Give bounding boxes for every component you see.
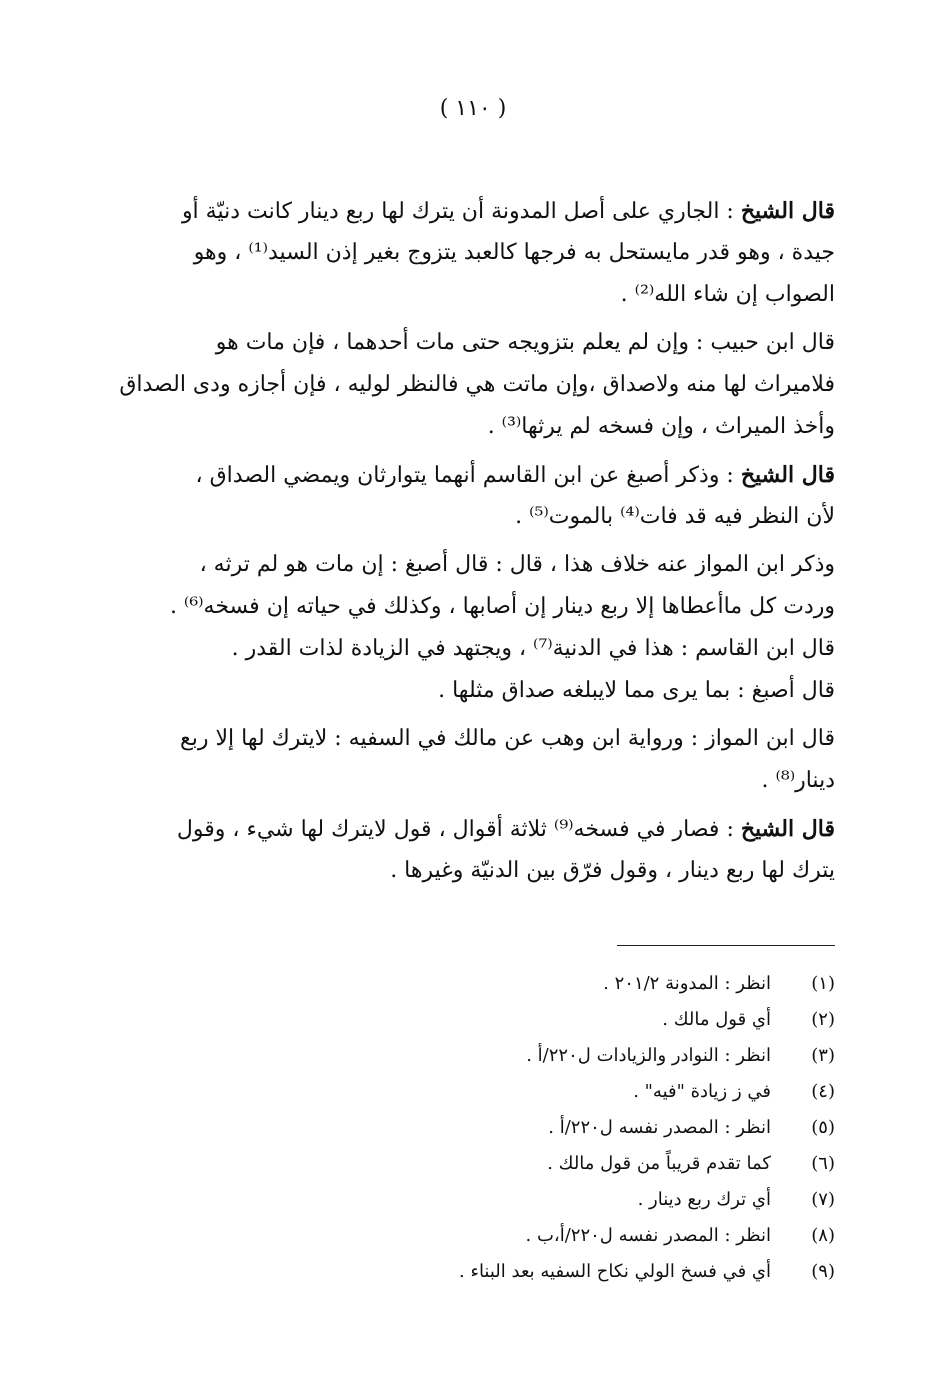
footnote-text: في ز زيادة "فيه" . [633, 1081, 771, 1102]
text-line [60, 628, 835, 670]
footnote-text: انظر : المصدر نفسه ل٢٢٠/أ . [548, 1117, 771, 1138]
footnote [440, 966, 835, 1002]
footnote [440, 1146, 835, 1182]
text-line [60, 232, 835, 274]
footnote-number: (٣) [811, 1045, 835, 1066]
text-line [60, 190, 835, 232]
footnote-number: (٨) [811, 1225, 835, 1246]
text-line [60, 364, 835, 406]
line-text: قال ابن المواز : ورواية ابن وهب عن مالك في السفيه : لايترك لها إلا ربع [180, 726, 835, 751]
footnote [440, 1002, 835, 1038]
text-line [60, 274, 835, 316]
text-line [60, 808, 835, 850]
footnote [440, 1110, 835, 1146]
footnote-number: (٧) [811, 1189, 835, 1210]
paragraph-lead: قال الشيخ [740, 462, 835, 488]
line-text: الصواب إن شاء الله⁽²⁾ . [620, 282, 835, 307]
line-text: يترك لها ربع دينار ، وقول فرّق بين الدنيّة وغيرها . [390, 858, 835, 883]
text-line [60, 496, 835, 538]
footnote-text: أي في فسخ الولي نكاح السفيه بعد البناء . [459, 1261, 771, 1282]
text-line [60, 850, 835, 892]
line-text: وذكر ابن المواز عنه خلاف هذا ، قال : قال أصبغ : إن مات هو لم ترثه ، [199, 552, 835, 577]
body-text [60, 190, 835, 892]
footnote-number: (٩) [811, 1261, 835, 1282]
footnote-number: (١) [811, 973, 835, 994]
footnotes [440, 966, 835, 1290]
footnote [440, 1254, 835, 1290]
line-text: قال أصبغ : بما يرى مما لايبلغه صداق مثلها . [438, 678, 835, 703]
paragraph-lead: قال الشيخ [740, 198, 835, 224]
footnote-text: انظر : المدونة ٢٠١/٢ . [603, 973, 771, 994]
footnote-divider [617, 945, 835, 946]
footnote-text: كما تقدم قريباً من قول مالك . [547, 1153, 771, 1174]
line-text: قال ابن القاسم : هذا في الدنية⁽⁷⁾ ، ويجتهد في الزيادة لذات القدر . [231, 636, 835, 661]
footnote-text: انظر : المصدر نفسه ل٢٢٠/أ،ب . [525, 1225, 771, 1246]
line-text: جيدة ، وهو قدر مايستحل به فرجها كالعبد يتزوج بغير إذن السيد⁽¹⁾ ، وهو [193, 240, 835, 265]
page-number: ( ١١٠ ) [439, 96, 507, 121]
footnote [440, 1038, 835, 1074]
footnote-number: (٢) [811, 1009, 835, 1030]
line-text: : وذكر أصبغ عن ابن القاسم أنهما يتوارثان ويمضي الصداق ، [195, 463, 741, 488]
footnote [440, 1074, 835, 1110]
text-line [60, 718, 835, 760]
line-text: دينار⁽⁸⁾ . [761, 768, 835, 793]
text-line [60, 586, 835, 628]
footnote-number: (٤) [811, 1081, 835, 1102]
line-text: قال ابن حبيب : وإن لم يعلم بتزويجه حتى مات أحدهما ، فإن مات هو [215, 330, 835, 355]
footnote-text: أي ترك ربع دينار . [637, 1189, 771, 1210]
footnote-text: أي قول مالك . [662, 1009, 771, 1030]
line-text: وأخذ الميراث ، وإن فسخه لم يرثها⁽³⁾ . [487, 414, 835, 439]
footnote [440, 1182, 835, 1218]
footnote-text: انظر : النوادر والزيادات ل٢٢٠/أ . [526, 1045, 771, 1066]
text-line [60, 670, 835, 712]
line-text: لأن النظر فيه قد فات⁽⁴⁾ بالموت⁽⁵⁾ . [515, 504, 835, 529]
text-line [60, 406, 835, 448]
footnote-number: (٦) [811, 1153, 835, 1174]
paragraph-lead: قال الشيخ [740, 816, 835, 842]
line-text: وردت كل ماأعطاها إلا ربع دينار إن أصابها ، وكذلك في حياته إن فسخه⁽⁶⁾ . [169, 594, 835, 619]
line-text: : فصار في فسخه⁽⁹⁾ ثلاثة أقوال ، قول لايترك لها شيء ، وقول [176, 817, 741, 842]
text-line [60, 544, 835, 586]
line-text: فلاميراث لها منه ولاصداق ،وإن ماتت هي فالنظر لوليه ، فإن أجازه ودى الصداق [119, 372, 835, 397]
footnote-number: (٥) [811, 1117, 835, 1138]
text-line [60, 760, 835, 802]
text-line [60, 454, 835, 496]
text-line [60, 322, 835, 364]
line-text: : الجاري على أصل المدونة أن يترك لها ربع دينار كانت دنيّة أو [181, 199, 741, 224]
footnote [440, 1218, 835, 1254]
